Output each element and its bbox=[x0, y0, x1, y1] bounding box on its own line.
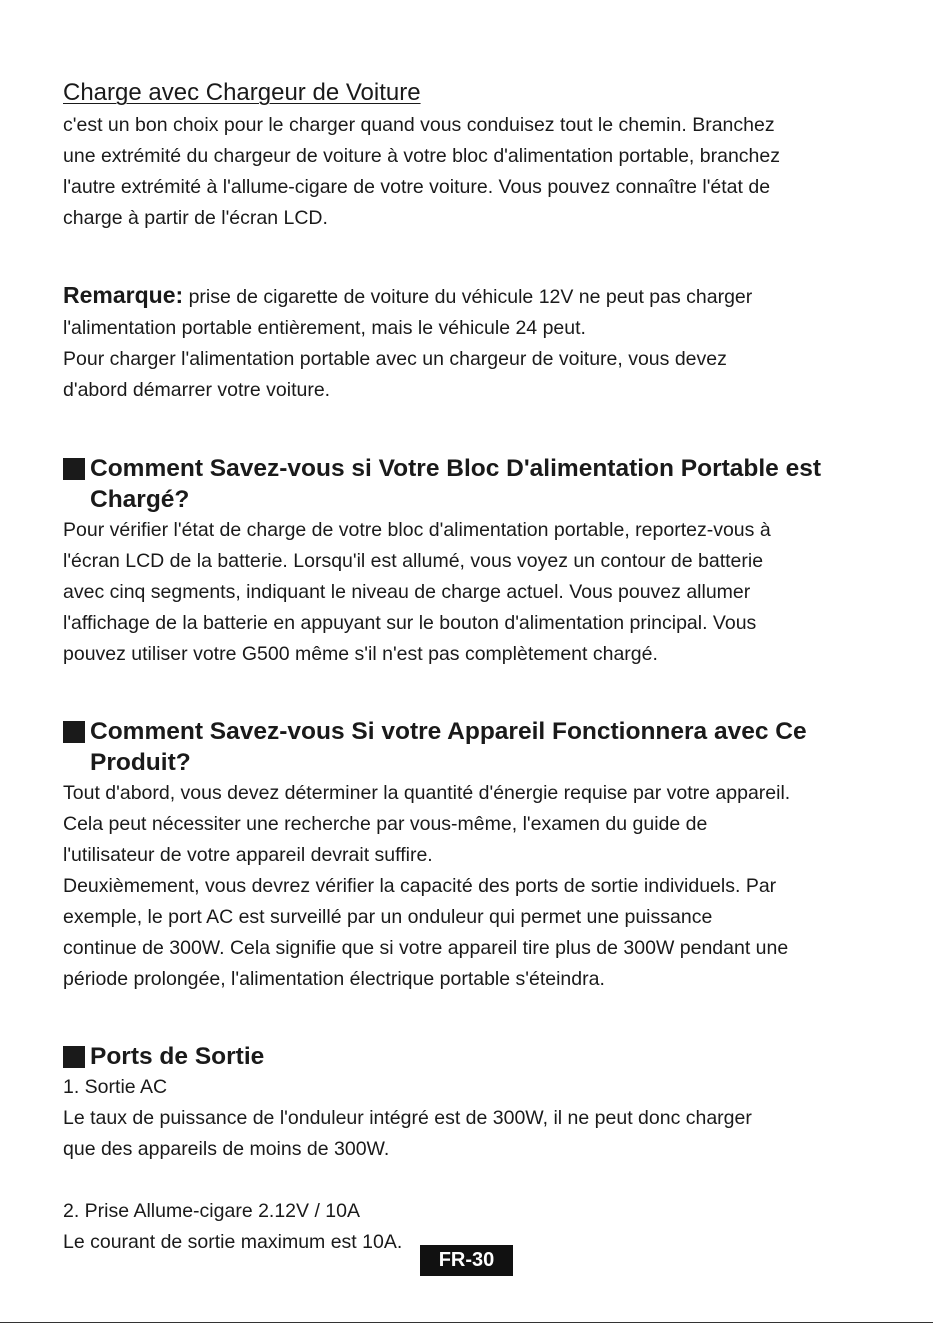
section-heading-ports bbox=[63, 1041, 878, 1072]
paragraph-line: charge à partir de l'écran LCD. bbox=[63, 207, 328, 229]
paragraph-line: l'autre extrémité à l'allume-cigare de votre voiture. Vous pouvez connaître l'état de bbox=[63, 176, 771, 198]
paragraph-line: Le courant de sortie maximum est 10A. bbox=[63, 1231, 403, 1253]
bottom-divider bbox=[0, 1322, 933, 1323]
heading-text: Comment Savez-vous si Votre Bloc D'alimentation Portable est Chargé? bbox=[90, 455, 822, 513]
page-number-badge: FR-30 bbox=[420, 1245, 513, 1276]
square-bullet-icon bbox=[63, 458, 85, 480]
ports-list bbox=[63, 1072, 878, 1258]
remark-block bbox=[63, 280, 878, 406]
paragraph-line: d'abord démarrer votre voiture. bbox=[63, 379, 331, 401]
paragraph-line: l'utilisateur de votre appareil devrait suffire. bbox=[63, 844, 433, 866]
remark-first-line bbox=[63, 280, 878, 313]
section-title-car-charger: Charge avec Chargeur de Voiture bbox=[63, 79, 421, 106]
square-bullet-icon bbox=[63, 1046, 85, 1068]
charged-paragraph bbox=[63, 515, 878, 670]
device-paragraph bbox=[63, 778, 878, 995]
paragraph-line: avec cinq segments, indiquant le niveau de charge actuel. Vous pouvez allumer bbox=[63, 581, 751, 603]
square-bullet-icon bbox=[63, 721, 85, 743]
paragraph-line: Tout d'abord, vous devez déterminer la quantité d'énergie requise par votre appareil. bbox=[63, 782, 791, 804]
paragraph-line: que des appareils de moins de 300W. bbox=[63, 1138, 390, 1160]
paragraph-line: Deuxièmement, vous devrez vérifier la capacité des ports de sortie individuels. Par bbox=[63, 875, 777, 897]
paragraph-line: Pour charger l'alimentation portable avec un chargeur de voiture, vous devez bbox=[63, 348, 727, 370]
paragraph-line: l'alimentation portable entièrement, mais le véhicule 24 peut. bbox=[63, 317, 586, 339]
paragraph-line: exemple, le port AC est surveillé par un onduleur qui permet une puissance bbox=[63, 906, 713, 928]
paragraph-line: une extrémité du chargeur de voiture à votre bloc d'alimentation portable, branchez bbox=[63, 145, 780, 167]
paragraph-line: pouvez utiliser votre G500 même s'il n'est pas complètement chargé. bbox=[63, 643, 658, 665]
paragraph-line: période prolongée, l'alimentation électrique portable s'éteindra. bbox=[63, 968, 605, 990]
car-charger-paragraph bbox=[63, 110, 878, 234]
list-item-title: 1. Sortie AC bbox=[63, 1076, 168, 1098]
document-page bbox=[63, 76, 878, 1258]
paragraph-line: Pour vérifier l'état de charge de votre bloc d'alimentation portable, reportez-vous à bbox=[63, 519, 771, 541]
heading-text: Ports de Sortie bbox=[90, 1043, 265, 1070]
remark-text: prise de cigarette de voiture du véhicule 12V ne peut pas charger bbox=[183, 286, 753, 308]
paragraph-line: c'est un bon choix pour le charger quand vous conduisez tout le chemin. Branchez bbox=[63, 114, 775, 136]
remark-label: Remarque: bbox=[63, 282, 184, 308]
section-heading-device bbox=[63, 716, 878, 778]
list-item-title: 2. Prise Allume-cigare 2.12V / 10A bbox=[63, 1200, 360, 1222]
paragraph-line: l'affichage de la batterie en appuyant sur le bouton d'alimentation principal. Vous bbox=[63, 612, 757, 634]
paragraph-line: Le taux de puissance de l'onduleur intégré est de 300W, il ne peut donc charger bbox=[63, 1107, 752, 1129]
paragraph-line: Cela peut nécessiter une recherche par vous-même, l'examen du guide de bbox=[63, 813, 708, 835]
section-heading-charged bbox=[63, 453, 878, 515]
heading-text: Comment Savez-vous Si votre Appareil Fonctionnera avec Ce Produit? bbox=[90, 718, 807, 776]
paragraph-line: continue de 300W. Cela signifie que si votre appareil tire plus de 300W pendant une bbox=[63, 937, 789, 959]
paragraph-line: l'écran LCD de la batterie. Lorsqu'il est allumé, vous voyez un contour de batterie bbox=[63, 550, 764, 572]
